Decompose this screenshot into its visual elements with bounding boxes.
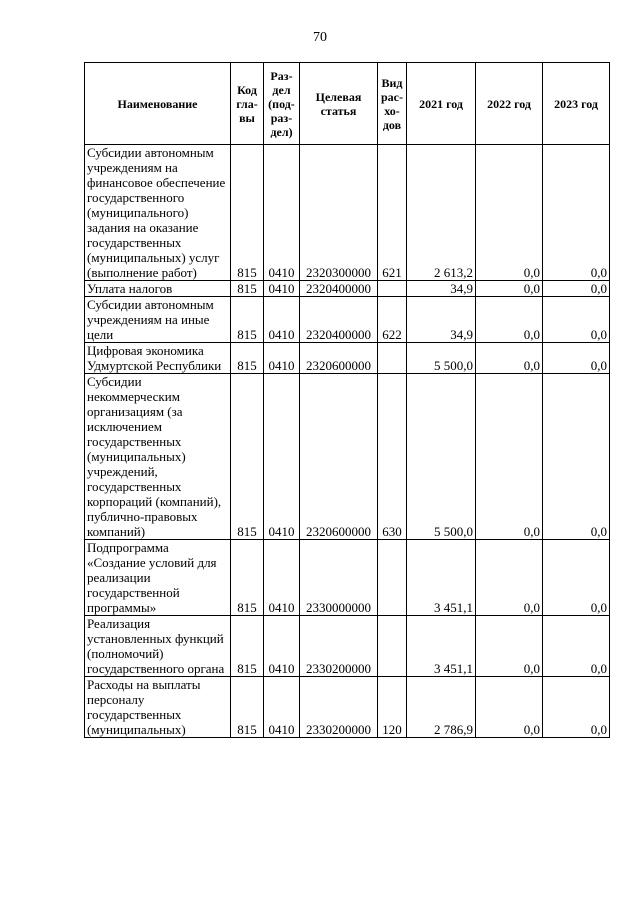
row-type [378, 540, 407, 616]
table-row [85, 616, 610, 677]
header-type: Вид рас- хо- дов [378, 63, 407, 145]
row-2022: 0,0 [476, 343, 543, 374]
row-chapter: 815 [231, 281, 264, 297]
row-2023: 0,0 [543, 540, 610, 616]
row-type: 622 [378, 297, 407, 343]
row-type: 621 [378, 145, 407, 281]
row-type [378, 616, 407, 677]
row-name: Субсидии автономным учреждениям на иные цели [85, 297, 231, 343]
row-2022: 0,0 [476, 540, 543, 616]
header-2023: 2023 год [543, 63, 610, 145]
row-2023: 0,0 [543, 374, 610, 540]
row-section: 0410 [264, 145, 300, 281]
table-row [85, 677, 610, 738]
row-type [378, 343, 407, 374]
row-section: 0410 [264, 374, 300, 540]
header-article: Целевая статья [300, 63, 378, 145]
row-section: 0410 [264, 343, 300, 374]
header-section: Раз- дел (под- раз- дел) [264, 63, 300, 145]
row-section: 0410 [264, 540, 300, 616]
header-2022: 2022 год [476, 63, 543, 145]
row-2022: 0,0 [476, 145, 543, 281]
header-2021: 2021 год [407, 63, 476, 145]
row-article: 2320600000 [300, 343, 378, 374]
row-article: 2330200000 [300, 677, 378, 738]
row-2023: 0,0 [543, 145, 610, 281]
row-2021: 5 500,0 [407, 343, 476, 374]
row-2023: 0,0 [543, 281, 610, 297]
row-2021: 2 786,9 [407, 677, 476, 738]
row-2022: 0,0 [476, 374, 543, 540]
row-2021: 3 451,1 [407, 616, 476, 677]
row-type: 630 [378, 374, 407, 540]
row-2022: 0,0 [476, 616, 543, 677]
row-2021: 2 613,2 [407, 145, 476, 281]
row-article: 2320300000 [300, 145, 378, 281]
row-chapter: 815 [231, 297, 264, 343]
row-section: 0410 [264, 677, 300, 738]
row-article: 2330200000 [300, 616, 378, 677]
row-article: 2320400000 [300, 297, 378, 343]
row-chapter: 815 [231, 616, 264, 677]
row-article: 2320600000 [300, 374, 378, 540]
row-name: Расходы на выплаты персоналу государственных (муниципальных) [85, 677, 231, 738]
row-2021: 34,9 [407, 297, 476, 343]
header-name: Наименование [85, 63, 231, 145]
row-name: Цифровая экономика Удмуртской Республики [85, 343, 231, 374]
row-chapter: 815 [231, 343, 264, 374]
row-2021: 5 500,0 [407, 374, 476, 540]
row-2023: 0,0 [543, 616, 610, 677]
row-2021: 34,9 [407, 281, 476, 297]
row-article: 2320400000 [300, 281, 378, 297]
budget-table [84, 62, 610, 738]
table-row [85, 374, 610, 540]
row-2023: 0,0 [543, 677, 610, 738]
header-chapter: Код гла- вы [231, 63, 264, 145]
table-row [85, 145, 610, 281]
header-row [85, 63, 610, 145]
row-2023: 0,0 [543, 343, 610, 374]
row-chapter: 815 [231, 145, 264, 281]
row-name: Уплата налогов [85, 281, 231, 297]
row-2022: 0,0 [476, 677, 543, 738]
row-2022: 0,0 [476, 281, 543, 297]
row-name: Субсидии некоммерческим организациям (за исключением государственных (муниципальных) учреждений, государственных корпораций (компаний), публично-правовых компаний) [85, 374, 231, 540]
row-name: Реализация установленных функций (полномочий) государственного органа [85, 616, 231, 677]
row-name: Субсидии автономным учреждениям на финансовое обеспечение государственного (муниципального) задания на оказание государственных (муниципальных) услуг (выполнение работ) [85, 145, 231, 281]
table-row [85, 343, 610, 374]
row-section: 0410 [264, 281, 300, 297]
row-article: 2330000000 [300, 540, 378, 616]
row-2023: 0,0 [543, 297, 610, 343]
page-number: 70 [313, 30, 327, 45]
row-type: 120 [378, 677, 407, 738]
row-section: 0410 [264, 616, 300, 677]
row-chapter: 815 [231, 374, 264, 540]
row-type [378, 281, 407, 297]
table-row [85, 297, 610, 343]
row-chapter: 815 [231, 540, 264, 616]
row-name: Подпрограмма «Создание условий для реализации государственной программы» [85, 540, 231, 616]
row-2021: 3 451,1 [407, 540, 476, 616]
table-row [85, 540, 610, 616]
row-2022: 0,0 [476, 297, 543, 343]
row-section: 0410 [264, 297, 300, 343]
row-chapter: 815 [231, 677, 264, 738]
table-row [85, 281, 610, 297]
